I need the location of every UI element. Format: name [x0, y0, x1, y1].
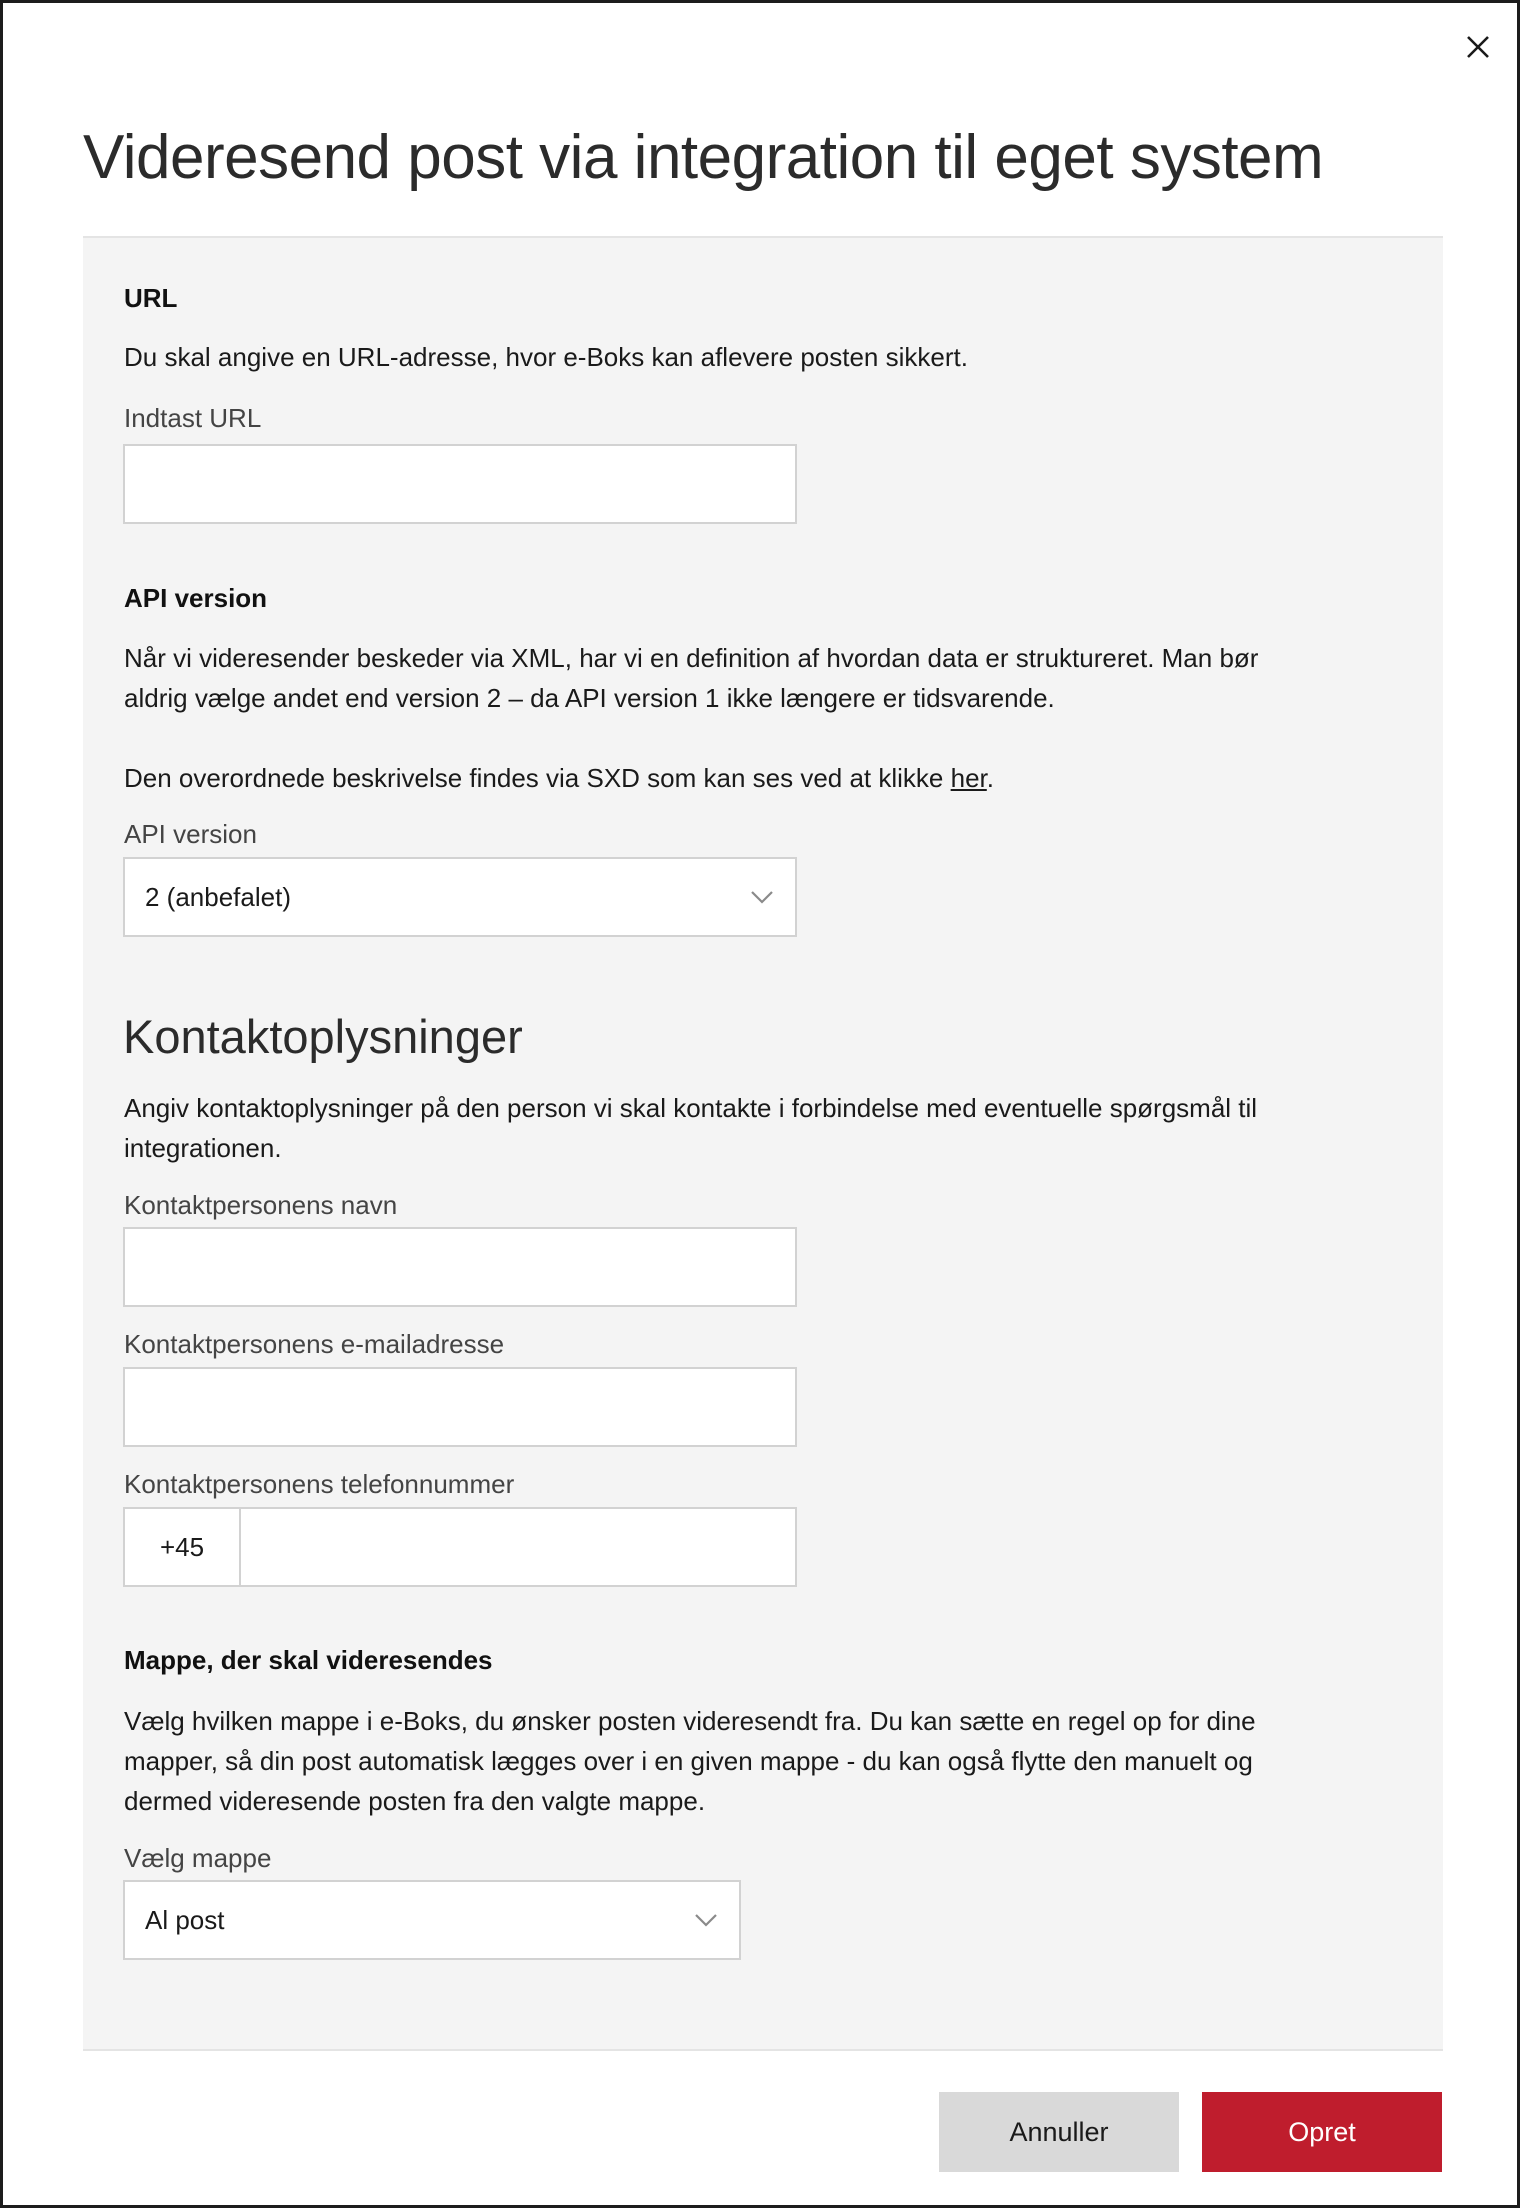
url-field-label: Indtast URL [124, 403, 262, 433]
phone-prefix[interactable]: +45 [123, 1507, 241, 1587]
close-icon [1465, 34, 1491, 60]
url-input[interactable] [123, 444, 797, 524]
api-field-label: API version [124, 819, 257, 849]
folder-selected: Al post [145, 1904, 225, 1935]
sxd-end: . [986, 763, 995, 793]
create-button[interactable]: Opret [1202, 2092, 1442, 2172]
contact-heading: Kontaktoplysninger [123, 1010, 523, 1063]
divider [83, 2049, 1443, 2051]
api-version-selected: 2 (anbefalet) [145, 881, 291, 912]
contact-name-label: Kontaktpersonens navn [124, 1190, 398, 1220]
sxd-link[interactable]: her [950, 763, 987, 793]
chevron-down-icon [749, 889, 775, 905]
contact-email-input[interactable] [123, 1367, 797, 1447]
sxd-description [124, 758, 1424, 798]
api-version-select[interactable] [123, 857, 797, 937]
folder-description-line2: mapper, så din post automatisk lægges over i en given mappe - du kan også flytte den manuelt og [124, 1746, 1253, 1776]
folder-field-label: Vælg mappe [124, 1843, 272, 1873]
cancel-button[interactable]: Annuller [939, 2092, 1179, 2172]
api-description-line2: aldrig vælge andet end version 2 – da API version 1 ikke længere er tidsvarende. [124, 683, 1055, 713]
url-description: Du skal angive en URL-adresse, hvor e-Boks kan aflevere posten sikkert. [124, 342, 968, 372]
api-description-line1: Når vi videresender beskeder via XML, har vi en definition af hvordan data er struktureret. Man bør [124, 643, 1259, 673]
contact-phone-input[interactable] [239, 1507, 797, 1587]
close-button[interactable] [1458, 27, 1498, 67]
chevron-down-icon [693, 1912, 719, 1928]
contact-email-label: Kontaktpersonens e-mailadresse [124, 1329, 505, 1359]
folder-description-line3: dermed videresende posten fra den valgte mappe. [124, 1786, 706, 1816]
contact-description-line2: integrationen. [124, 1133, 282, 1163]
sxd-text: Den overordnede beskrivelse findes via SXD som kan ses ved at klikke [124, 763, 951, 793]
contact-phone-label: Kontaktpersonens telefonnummer [124, 1469, 515, 1499]
folder-description-line1: Vælg hvilken mappe i e-Boks, du ønsker posten videresendt fra. Du kan sætte en regel op for dine [124, 1706, 1256, 1736]
api-heading: API version [124, 583, 268, 613]
folder-select[interactable] [123, 1880, 741, 1960]
contact-description-line1: Angiv kontaktoplysninger på den person vi skal kontakte i forbindelse med eventuelle spørgsmål til [124, 1093, 1258, 1123]
url-heading: URL [124, 283, 178, 313]
folder-heading: Mappe, der skal videresendes [124, 1645, 493, 1675]
contact-name-input[interactable] [123, 1227, 797, 1307]
dialog-title: Videresend post via integration til eget system [83, 123, 1324, 192]
